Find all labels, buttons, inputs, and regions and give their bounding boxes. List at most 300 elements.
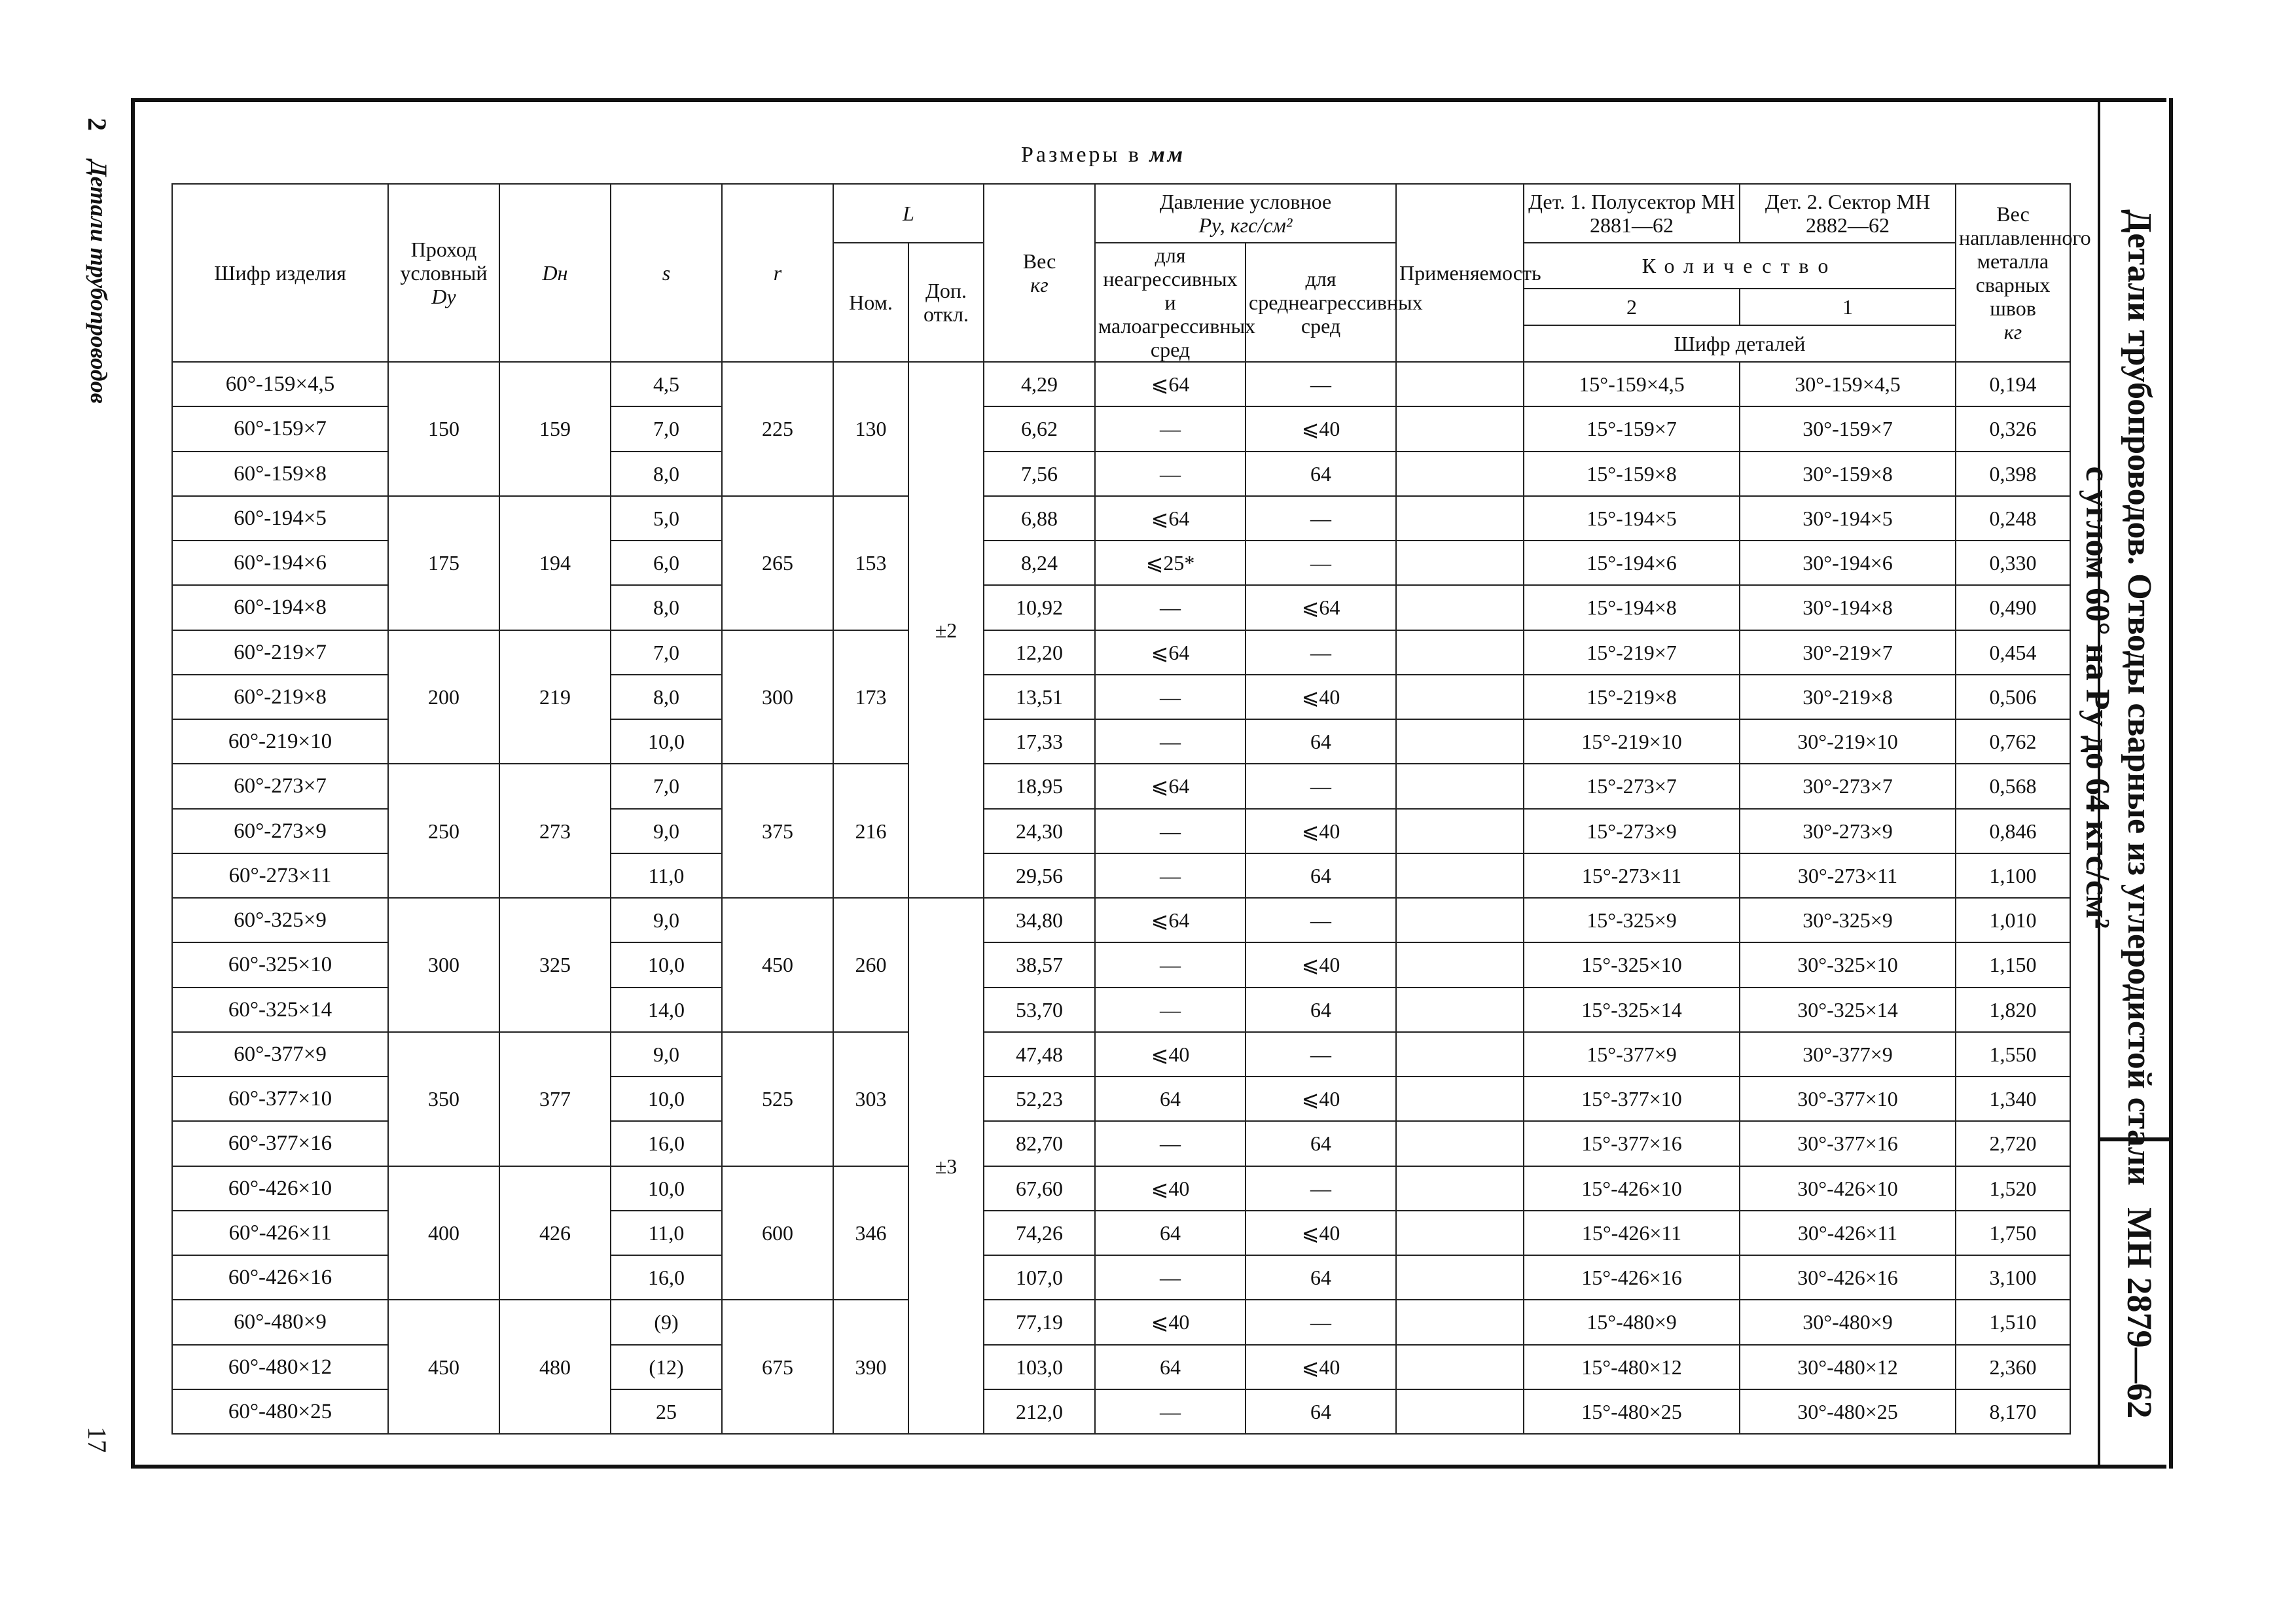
- cell-wall-thickness: 8,0: [611, 452, 722, 496]
- cell-product-code: 60°-426×10: [172, 1166, 388, 1211]
- cell-pressure-non-aggressive: ⩽40: [1095, 1032, 1246, 1077]
- cell-pressure-non-aggressive: —: [1095, 853, 1246, 898]
- cell-applicability: [1396, 496, 1524, 541]
- cell-pressure-medium-aggressive: ⩽40: [1246, 942, 1396, 987]
- header-pressure: [1095, 184, 1396, 243]
- cell-detail-2-code: 30°-426×16: [1740, 1255, 1956, 1300]
- cell-nominal-bore: 250: [388, 764, 499, 898]
- cell-pressure-non-aggressive: ⩽40: [1095, 1300, 1246, 1344]
- cell-detail-2-code: 30°-194×6: [1740, 541, 1956, 585]
- cell-detail-2-code: 30°-219×8: [1740, 675, 1956, 719]
- cell-weight: 24,30: [984, 809, 1095, 853]
- cell-detail-2-code: 30°-325×14: [1740, 988, 1956, 1032]
- cell-weld-weight: 1,820: [1956, 988, 2070, 1032]
- header-weight-label: Вес: [1022, 249, 1056, 273]
- cell-pressure-medium-aggressive: —: [1246, 898, 1396, 942]
- cell-outer-diameter: 219: [499, 630, 611, 764]
- header-weld-weight-unit: кг: [2003, 320, 2022, 344]
- cell-pressure-non-aggressive: ⩽64: [1095, 764, 1246, 808]
- cell-detail-1-code: 15°-194×6: [1524, 541, 1740, 585]
- cell-wall-thickness: 14,0: [611, 988, 722, 1032]
- cell-wall-thickness: (9): [611, 1300, 722, 1344]
- header-detail-2: Дет. 2. Сектор МН 2882—62: [1740, 184, 1956, 243]
- table-row: [172, 362, 2070, 406]
- cell-outer-diameter: 325: [499, 898, 611, 1032]
- cell-outer-diameter: 480: [499, 1300, 611, 1434]
- cell-wall-thickness: 9,0: [611, 809, 722, 853]
- cell-weight: 7,56: [984, 452, 1095, 496]
- cell-pressure-non-aggressive: —: [1095, 406, 1246, 451]
- cell-wall-thickness: 6,0: [611, 541, 722, 585]
- cell-detail-2-code: 30°-377×9: [1740, 1032, 1956, 1077]
- cell-wall-thickness: 10,0: [611, 719, 722, 764]
- cell-pressure-medium-aggressive: ⩽40: [1246, 1345, 1396, 1389]
- cell-pressure-medium-aggressive: —: [1246, 764, 1396, 808]
- header-product-code: Шифр изделия: [172, 184, 388, 362]
- header-nominal-bore-label: Проход условный: [400, 238, 488, 285]
- cell-weight: 6,88: [984, 496, 1095, 541]
- cell-wall-thickness: 10,0: [611, 1077, 722, 1121]
- cell-pressure-medium-aggressive: ⩽64: [1246, 585, 1396, 630]
- cell-pressure-non-aggressive: ⩽40: [1095, 1166, 1246, 1211]
- cell-pressure-non-aggressive: —: [1095, 675, 1246, 719]
- cell-weld-weight: 1,750: [1956, 1211, 2070, 1255]
- cell-wall-thickness: 11,0: [611, 1211, 722, 1255]
- cell-radius: 300: [722, 630, 833, 764]
- cell-pressure-non-aggressive: —: [1095, 809, 1246, 853]
- cell-product-code: 60°-159×8: [172, 452, 388, 496]
- cell-radius: 375: [722, 764, 833, 898]
- cell-nominal-bore: 350: [388, 1032, 499, 1166]
- header-pressure-label: Давление условное: [1159, 190, 1332, 213]
- cell-wall-thickness: 10,0: [611, 1166, 722, 1211]
- cell-weld-weight: 0,762: [1956, 719, 2070, 764]
- cell-detail-2-code: 30°-194×8: [1740, 585, 1956, 630]
- header-weight: [984, 184, 1095, 362]
- cell-applicability: [1396, 988, 1524, 1032]
- cell-pressure-non-aggressive: ⩽64: [1095, 362, 1246, 406]
- cell-pressure-non-aggressive: —: [1095, 1121, 1246, 1166]
- cell-pressure-medium-aggressive: —: [1246, 496, 1396, 541]
- cell-detail-1-code: 15°-325×10: [1524, 942, 1740, 987]
- cell-detail-1-code: 15°-159×8: [1524, 452, 1740, 496]
- table-body: [172, 362, 2070, 1434]
- cell-weight: 17,33: [984, 719, 1095, 764]
- cell-radius: 225: [722, 362, 833, 496]
- table-row: [172, 1166, 2070, 1211]
- cell-detail-2-code: 30°-219×10: [1740, 719, 1956, 764]
- cell-pressure-non-aggressive: ⩽64: [1095, 630, 1246, 675]
- cell-nominal-bore: 200: [388, 630, 499, 764]
- cell-weld-weight: 1,340: [1956, 1077, 2070, 1121]
- cell-detail-1-code: 15°-325×14: [1524, 988, 1740, 1032]
- cell-detail-1-code: 15°-480×12: [1524, 1345, 1740, 1389]
- cell-product-code: 60°-480×9: [172, 1300, 388, 1344]
- cell-detail-1-code: 15°-159×7: [1524, 406, 1740, 451]
- cell-detail-2-code: 30°-480×9: [1740, 1300, 1956, 1344]
- cell-applicability: [1396, 675, 1524, 719]
- cell-nominal-bore: 175: [388, 496, 499, 630]
- cell-weld-weight: 1,150: [1956, 942, 2070, 987]
- cell-product-code: 60°-159×7: [172, 406, 388, 451]
- cell-length-nominal: 173: [833, 630, 908, 764]
- cell-detail-2-code: 30°-219×7: [1740, 630, 1956, 675]
- cell-detail-1-code: 15°-377×9: [1524, 1032, 1740, 1077]
- units-caption-text: Размеры в: [1021, 143, 1141, 167]
- cell-weld-weight: 0,454: [1956, 630, 2070, 675]
- cell-applicability: [1396, 452, 1524, 496]
- cell-weight: 4,29: [984, 362, 1095, 406]
- cell-weight: 77,19: [984, 1300, 1095, 1344]
- table-row: [172, 496, 2070, 541]
- cell-product-code: 60°-480×12: [172, 1345, 388, 1389]
- cell-length-nominal: 260: [833, 898, 908, 1032]
- cell-detail-1-code: 15°-273×7: [1524, 764, 1740, 808]
- cell-pressure-non-aggressive: —: [1095, 719, 1246, 764]
- cell-detail-2-code: 30°-159×4,5: [1740, 362, 1956, 406]
- cell-radius: 265: [722, 496, 833, 630]
- header-length-nominal: Ном.: [833, 243, 908, 362]
- cell-product-code: 60°-273×7: [172, 764, 388, 808]
- cell-weld-weight: 0,326: [1956, 406, 2070, 451]
- cell-wall-thickness: 8,0: [611, 585, 722, 630]
- cell-length-nominal: 346: [833, 1166, 908, 1300]
- cell-applicability: [1396, 1166, 1524, 1211]
- cell-detail-2-code: 30°-273×11: [1740, 853, 1956, 898]
- cell-pressure-non-aggressive: —: [1095, 988, 1246, 1032]
- cell-length-nominal: 390: [833, 1300, 908, 1434]
- page-number-bottom: 17: [82, 1427, 112, 1453]
- cell-product-code: 60°-325×9: [172, 898, 388, 942]
- cell-outer-diameter: 194: [499, 496, 611, 630]
- cell-weight: 18,95: [984, 764, 1095, 808]
- table-header: [172, 184, 2091, 362]
- cell-pressure-medium-aggressive: —: [1246, 1032, 1396, 1077]
- header-quantity: Количество: [1524, 243, 1956, 289]
- cell-product-code: 60°-159×4,5: [172, 362, 388, 406]
- header-applicability: Применяемость: [1396, 184, 1524, 362]
- cell-weld-weight: 1,010: [1956, 898, 2070, 942]
- cell-nominal-bore: 450: [388, 1300, 499, 1434]
- cell-detail-1-code: 15°-273×9: [1524, 809, 1740, 853]
- cell-weld-weight: 2,720: [1956, 1121, 2070, 1166]
- cell-applicability: [1396, 1211, 1524, 1255]
- cell-wall-thickness: 10,0: [611, 942, 722, 987]
- cell-pressure-medium-aggressive: —: [1246, 362, 1396, 406]
- header-pressure-medium-aggressive: для среднеагрессивных сред: [1246, 243, 1396, 362]
- frame-left-border: [131, 98, 135, 1469]
- cell-detail-1-code: 15°-219×8: [1524, 675, 1740, 719]
- cell-product-code: 60°-219×10: [172, 719, 388, 764]
- cell-wall-thickness: 16,0: [611, 1121, 722, 1166]
- cell-length-nominal: 303: [833, 1032, 908, 1166]
- cell-pressure-medium-aggressive: 64: [1246, 719, 1396, 764]
- cell-detail-1-code: 15°-377×10: [1524, 1077, 1740, 1121]
- cell-detail-1-code: 15°-273×11: [1524, 853, 1740, 898]
- cell-product-code: 60°-377×9: [172, 1032, 388, 1077]
- cell-length-tolerance: ±3: [908, 898, 984, 1434]
- cell-weight: 10,92: [984, 585, 1095, 630]
- header-weight-unit: кг: [1030, 273, 1049, 296]
- table-row: [172, 1032, 2070, 1077]
- cell-pressure-medium-aggressive: 64: [1246, 988, 1396, 1032]
- cell-weight: 67,60: [984, 1166, 1095, 1211]
- cell-product-code: 60°-480×25: [172, 1389, 388, 1434]
- cell-pressure-non-aggressive: ⩽64: [1095, 496, 1246, 541]
- cell-weight: 103,0: [984, 1345, 1095, 1389]
- cell-detail-1-code: 15°-426×10: [1524, 1166, 1740, 1211]
- cell-radius: 450: [722, 898, 833, 1032]
- cell-pressure-non-aggressive: —: [1095, 585, 1246, 630]
- table-row: [172, 1300, 2070, 1344]
- cell-wall-thickness: 9,0: [611, 1032, 722, 1077]
- cell-weld-weight: 0,330: [1956, 541, 2070, 585]
- cell-weld-weight: 0,490: [1956, 585, 2070, 630]
- cell-detail-2-code: 30°-159×8: [1740, 452, 1956, 496]
- cell-detail-1-code: 15°-325×9: [1524, 898, 1740, 942]
- cell-detail-1-code: 15°-480×25: [1524, 1389, 1740, 1434]
- cell-wall-thickness: 11,0: [611, 853, 722, 898]
- header-length: L: [833, 184, 984, 243]
- cell-pressure-non-aggressive: 64: [1095, 1077, 1246, 1121]
- cell-weld-weight: 0,506: [1956, 675, 2070, 719]
- header-length-tolerance: Доп. откл.: [908, 243, 984, 362]
- cell-applicability: [1396, 630, 1524, 675]
- cell-pressure-medium-aggressive: —: [1246, 1166, 1396, 1211]
- cell-product-code: 60°-273×11: [172, 853, 388, 898]
- table-row: [172, 898, 2070, 942]
- cell-detail-1-code: 15°-377×16: [1524, 1121, 1740, 1166]
- cell-weight: 8,24: [984, 541, 1095, 585]
- cell-outer-diameter: 159: [499, 362, 611, 496]
- cell-applicability: [1396, 1032, 1524, 1077]
- cell-wall-thickness: 7,0: [611, 764, 722, 808]
- cell-pressure-medium-aggressive: ⩽40: [1246, 1211, 1396, 1255]
- cell-detail-2-code: 30°-377×16: [1740, 1121, 1956, 1166]
- cell-weld-weight: 1,520: [1956, 1166, 2070, 1211]
- cell-wall-thickness: 25: [611, 1389, 722, 1434]
- cell-detail-1-code: 15°-480×9: [1524, 1300, 1740, 1344]
- cell-applicability: [1396, 1389, 1524, 1434]
- header-parts-code: Шифр деталей: [1524, 325, 1956, 362]
- cell-weld-weight: 8,170: [1956, 1389, 2070, 1434]
- header-wall-thickness: s: [611, 184, 722, 362]
- cell-wall-thickness: 7,0: [611, 406, 722, 451]
- header-detail-1: Дет. 1. Полусектор МН 2881—62: [1524, 184, 1740, 243]
- page-number-top: 2: [82, 118, 112, 131]
- cell-radius: 525: [722, 1032, 833, 1166]
- document-title-line1: Детали трубопроводов. Отводы сварные из углеродистой стали: [2121, 209, 2158, 1186]
- cell-product-code: 60°-194×8: [172, 585, 388, 630]
- cell-pressure-medium-aggressive: —: [1246, 541, 1396, 585]
- cell-wall-thickness: 16,0: [611, 1255, 722, 1300]
- cell-detail-2-code: 30°-325×10: [1740, 942, 1956, 987]
- cell-detail-2-code: 30°-480×12: [1740, 1345, 1956, 1389]
- cell-pressure-medium-aggressive: ⩽40: [1246, 406, 1396, 451]
- cell-product-code: 60°-325×14: [172, 988, 388, 1032]
- dimensions-table: [171, 183, 2091, 1435]
- header-nominal-bore-symbol: Dу: [431, 285, 456, 308]
- cell-weld-weight: 1,510: [1956, 1300, 2070, 1344]
- cell-pressure-non-aggressive: ⩽64: [1095, 898, 1246, 942]
- cell-weld-weight: 0,248: [1956, 496, 2070, 541]
- cell-weight: 12,20: [984, 630, 1095, 675]
- cell-detail-1-code: 15°-426×11: [1524, 1211, 1740, 1255]
- cell-nominal-bore: 300: [388, 898, 499, 1032]
- cell-applicability: [1396, 362, 1524, 406]
- cell-pressure-medium-aggressive: ⩽40: [1246, 809, 1396, 853]
- cell-weight: 82,70: [984, 1121, 1095, 1166]
- cell-wall-thickness: 7,0: [611, 630, 722, 675]
- cell-weight: 52,23: [984, 1077, 1095, 1121]
- cell-applicability: [1396, 1255, 1524, 1300]
- cell-pressure-medium-aggressive: ⩽40: [1246, 1077, 1396, 1121]
- cell-detail-2-code: 30°-426×10: [1740, 1166, 1956, 1211]
- cell-length-nominal: 153: [833, 496, 908, 630]
- cell-product-code: 60°-426×16: [172, 1255, 388, 1300]
- header-radius: r: [722, 184, 833, 362]
- frame-top-border: [131, 98, 2166, 102]
- cell-applicability: [1396, 1300, 1524, 1344]
- cell-weight: 74,26: [984, 1211, 1095, 1255]
- cell-wall-thickness: 8,0: [611, 675, 722, 719]
- header-quantity-detail-2: 1: [1740, 289, 1956, 325]
- cell-weld-weight: 0,398: [1956, 452, 2070, 496]
- cell-pressure-non-aggressive: 64: [1095, 1345, 1246, 1389]
- cell-weld-weight: 3,100: [1956, 1255, 2070, 1300]
- cell-weight: 53,70: [984, 988, 1095, 1032]
- cell-applicability: [1396, 541, 1524, 585]
- cell-weld-weight: 0,568: [1956, 764, 2070, 808]
- cell-detail-2-code: 30°-159×7: [1740, 406, 1956, 451]
- cell-applicability: [1396, 809, 1524, 853]
- cell-applicability: [1396, 719, 1524, 764]
- table-row: [172, 764, 2070, 808]
- document-code: МН 2879—62: [2120, 1207, 2159, 1419]
- frame-right-border: [2169, 98, 2173, 1469]
- frame-bottom-border: [131, 1465, 2166, 1469]
- header-pressure-non-aggressive: для неагрессивных и малоагрессивных сред: [1095, 243, 1246, 362]
- cell-product-code: 60°-219×8: [172, 675, 388, 719]
- cell-detail-2-code: 30°-426×11: [1740, 1211, 1956, 1255]
- cell-weight: 212,0: [984, 1389, 1095, 1434]
- cell-pressure-medium-aggressive: 64: [1246, 1121, 1396, 1166]
- cell-detail-1-code: 15°-194×8: [1524, 585, 1740, 630]
- cell-product-code: 60°-426×11: [172, 1211, 388, 1255]
- document-title: [2076, 209, 2160, 1186]
- cell-pressure-non-aggressive: 64: [1095, 1211, 1246, 1255]
- cell-wall-thickness: 4,5: [611, 362, 722, 406]
- header-nominal-bore: [388, 184, 499, 362]
- cell-pressure-non-aggressive: —: [1095, 452, 1246, 496]
- cell-pressure-non-aggressive: ⩽25*: [1095, 541, 1246, 585]
- cell-weight: 107,0: [984, 1255, 1095, 1300]
- cell-product-code: 60°-325×10: [172, 942, 388, 987]
- header-quantity-detail-1: 2: [1524, 289, 1740, 325]
- cell-length-tolerance: ±2: [908, 362, 984, 898]
- cell-weight: 34,80: [984, 898, 1095, 942]
- cell-weight: 38,57: [984, 942, 1095, 987]
- cell-product-code: 60°-194×5: [172, 496, 388, 541]
- cell-applicability: [1396, 853, 1524, 898]
- cell-weld-weight: 0,194: [1956, 362, 2070, 406]
- cell-pressure-medium-aggressive: 64: [1246, 1255, 1396, 1300]
- cell-pressure-medium-aggressive: 64: [1246, 1389, 1396, 1434]
- cell-applicability: [1396, 585, 1524, 630]
- cell-applicability: [1396, 1121, 1524, 1166]
- cell-pressure-medium-aggressive: 64: [1246, 853, 1396, 898]
- cell-pressure-non-aggressive: —: [1095, 1389, 1246, 1434]
- cell-applicability: [1396, 764, 1524, 808]
- cell-detail-2-code: 30°-194×5: [1740, 496, 1956, 541]
- cell-pressure-medium-aggressive: —: [1246, 1300, 1396, 1344]
- cell-weight: 47,48: [984, 1032, 1095, 1077]
- cell-pressure-non-aggressive: —: [1095, 942, 1246, 987]
- cell-outer-diameter: 273: [499, 764, 611, 898]
- cell-detail-2-code: 30°-273×9: [1740, 809, 1956, 853]
- cell-weld-weight: 1,100: [1956, 853, 2070, 898]
- cell-product-code: 60°-377×10: [172, 1077, 388, 1121]
- cell-detail-1-code: 15°-219×7: [1524, 630, 1740, 675]
- cell-detail-1-code: 15°-159×4,5: [1524, 362, 1740, 406]
- cell-radius: 675: [722, 1300, 833, 1434]
- cell-applicability: [1396, 1345, 1524, 1389]
- units-caption: [1021, 143, 1185, 168]
- cell-pressure-medium-aggressive: —: [1246, 630, 1396, 675]
- cell-pressure-non-aggressive: —: [1095, 1255, 1246, 1300]
- cell-weld-weight: 1,550: [1956, 1032, 2070, 1077]
- cell-detail-1-code: 15°-194×5: [1524, 496, 1740, 541]
- header-weld-weight: [1956, 184, 2091, 362]
- cell-wall-thickness: (12): [611, 1345, 722, 1389]
- cell-product-code: 60°-273×9: [172, 809, 388, 853]
- cell-product-code: 60°-194×6: [172, 541, 388, 585]
- header-outer-diameter: Dн: [499, 184, 611, 362]
- cell-weight: 29,56: [984, 853, 1095, 898]
- cell-wall-thickness: 5,0: [611, 496, 722, 541]
- cell-pressure-medium-aggressive: ⩽40: [1246, 675, 1396, 719]
- cell-pressure-medium-aggressive: 64: [1246, 452, 1396, 496]
- cell-length-nominal: 130: [833, 362, 908, 496]
- cell-applicability: [1396, 898, 1524, 942]
- cell-applicability: [1396, 1077, 1524, 1121]
- table-row: [172, 630, 2070, 675]
- cell-product-code: 60°-377×16: [172, 1121, 388, 1166]
- cell-weight: 13,51: [984, 675, 1095, 719]
- cell-outer-diameter: 426: [499, 1166, 611, 1300]
- cell-weight: 6,62: [984, 406, 1095, 451]
- units-caption-unit: мм: [1149, 143, 1186, 167]
- cell-weld-weight: 2,360: [1956, 1345, 2070, 1389]
- cell-detail-2-code: 30°-325×9: [1740, 898, 1956, 942]
- cell-applicability: [1396, 406, 1524, 451]
- running-head: Детали трубопроводов: [86, 160, 112, 404]
- cell-detail-2-code: 30°-273×7: [1740, 764, 1956, 808]
- cell-detail-2-code: 30°-377×10: [1740, 1077, 1956, 1121]
- cell-outer-diameter: 377: [499, 1032, 611, 1166]
- cell-product-code: 60°-219×7: [172, 630, 388, 675]
- header-weld-weight-label: Вес наплавленного металла сварных швов: [1959, 202, 2091, 320]
- cell-nominal-bore: 400: [388, 1166, 499, 1300]
- header-pressure-symbol: Pу, кгс/см²: [1198, 213, 1293, 237]
- cell-applicability: [1396, 942, 1524, 987]
- cell-weld-weight: 0,846: [1956, 809, 2070, 853]
- document-title-line2: с углом 60° на Pу до 64 кгс/см²: [2079, 466, 2116, 929]
- cell-wall-thickness: 9,0: [611, 898, 722, 942]
- cell-detail-2-code: 30°-480×25: [1740, 1389, 1956, 1434]
- cell-nominal-bore: 150: [388, 362, 499, 496]
- cell-length-nominal: 216: [833, 764, 908, 898]
